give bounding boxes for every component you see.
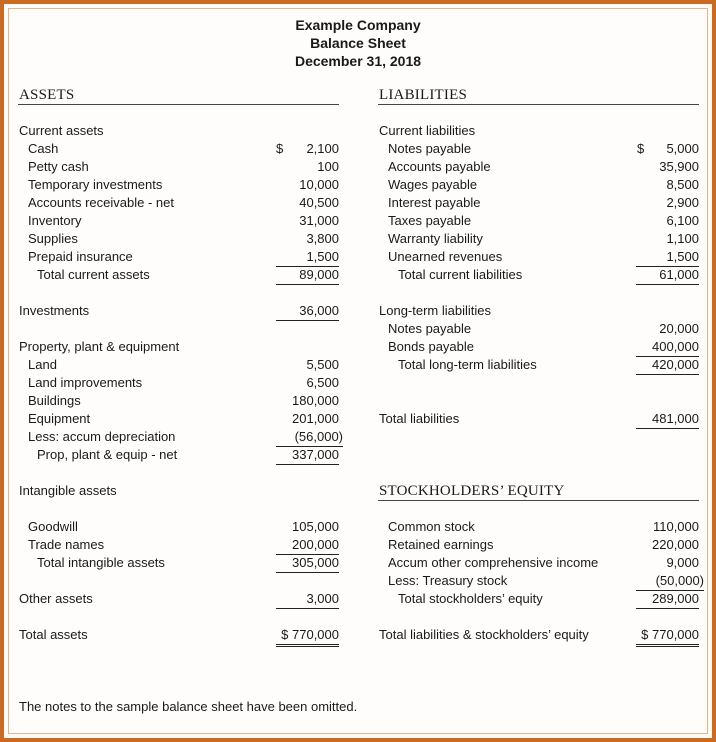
equity-value: 9,000 <box>666 555 699 570</box>
intangible-heading: Intangible assets <box>19 483 117 498</box>
ppe-label: Land improvements <box>28 375 143 390</box>
liability-value: 8,500 <box>666 177 699 192</box>
liability-value: 1,100 <box>666 231 699 246</box>
document-date: December 31, 2018 <box>294 53 422 69</box>
total-intangible-label: Total intangible assets <box>37 555 165 570</box>
equity-heading: STOCKHOLDERS’ EQUITY <box>379 483 565 499</box>
longterm-label: Notes payable <box>388 321 472 336</box>
dollar-sign: $ <box>637 141 645 156</box>
liability-label: Taxes payable <box>388 213 472 228</box>
asset-label: Cash <box>28 141 59 156</box>
asset-label: Temporary investments <box>28 177 163 192</box>
equity-value: 220,000 <box>652 537 699 552</box>
liability-value: 35,900 <box>659 159 699 174</box>
asset-value: 1,500 <box>276 248 339 267</box>
assets-heading-rule <box>18 104 339 105</box>
equity-label: Common stock <box>388 519 475 534</box>
asset-value: 2,100 <box>306 141 339 156</box>
ppe-label: Less: accum depreciation <box>28 429 176 444</box>
liabilities-heading-rule <box>378 104 699 105</box>
other-assets-label: Other assets <box>19 591 93 606</box>
liability-value: 5,000 <box>666 141 699 156</box>
grand-total-value: $ 770,000 <box>636 626 699 647</box>
ppe-value: 201,000 <box>292 411 339 426</box>
longterm-value: 400,000 <box>636 338 699 357</box>
company-name: Example Company <box>295 17 421 33</box>
asset-label: Petty cash <box>28 159 89 174</box>
total-liabilities-label: Total liabilities <box>379 411 460 426</box>
total-current-assets-label: Total current assets <box>37 267 150 282</box>
ppe-net-value: 337,000 <box>276 446 339 465</box>
equity-label: Retained earnings <box>388 537 494 552</box>
current-liabilities-heading: Current liabilities <box>379 123 476 138</box>
liabilities-heading: LIABILITIES <box>379 87 468 103</box>
investments-label: Investments <box>19 303 90 318</box>
investments-value: 36,000 <box>276 302 339 321</box>
ppe-label: Land <box>28 357 57 372</box>
ppe-label: Buildings <box>28 393 81 408</box>
liability-value: 1,500 <box>636 248 699 267</box>
longterm-value: 20,000 <box>659 321 699 336</box>
liability-value: 6,100 <box>666 213 699 228</box>
ppe-heading: Property, plant & equipment <box>19 339 180 354</box>
equity-label: Less: Treasury stock <box>388 573 508 588</box>
liability-value: 2,900 <box>666 195 699 210</box>
liability-label: Warranty liability <box>388 231 483 246</box>
total-longterm-value: 420,000 <box>636 356 699 375</box>
asset-label: Inventory <box>28 213 82 228</box>
asset-label: Accounts receivable - net <box>28 195 174 210</box>
asset-value: 3,800 <box>306 231 339 246</box>
footnote: The notes to the sample balance sheet have been omitted. <box>19 699 358 714</box>
liability-label: Accounts payable <box>388 159 491 174</box>
ppe-value: 6,500 <box>306 375 339 390</box>
document-title: Balance Sheet <box>310 35 406 51</box>
total-current-assets-value: 89,000 <box>276 266 339 285</box>
asset-value: 100 <box>317 159 339 174</box>
ppe-value: 5,500 <box>306 357 339 372</box>
grand-total-label: Total liabilities & stockholders’ equity <box>379 627 589 642</box>
longterm-label: Bonds payable <box>388 339 475 354</box>
total-intangible-value: 305,000 <box>276 554 339 573</box>
ppe-value: 180,000 <box>292 393 339 408</box>
asset-label: Prepaid insurance <box>28 249 133 264</box>
asset-value: 10,000 <box>299 177 339 192</box>
intangible-label: Goodwill <box>28 519 78 534</box>
ppe-net-label: Prop, plant & equip - net <box>37 447 178 462</box>
equity-value: 110,000 <box>652 519 699 534</box>
current-assets-heading: Current assets <box>19 123 104 138</box>
dollar-sign: $ <box>276 141 284 156</box>
total-equity-label: Total stockholders’ equity <box>398 591 543 606</box>
asset-value: 31,000 <box>299 213 339 228</box>
liability-label: Interest payable <box>388 195 481 210</box>
equity-label: Accum other comprehensive income <box>388 555 599 570</box>
ppe-label: Equipment <box>28 411 91 426</box>
asset-label: Supplies <box>28 231 78 246</box>
intangible-value: 105,000 <box>292 519 339 534</box>
total-liabilities-value: 481,000 <box>636 410 699 429</box>
assets-heading: ASSETS <box>19 87 75 103</box>
equity-value: (50,000) <box>636 572 704 591</box>
ppe-value: (56,000) <box>276 428 343 447</box>
liability-label: Notes payable <box>388 141 472 156</box>
total-assets-value: $ 770,000 <box>276 626 339 647</box>
liability-label: Unearned revenues <box>388 249 503 264</box>
other-assets-value: 3,000 <box>276 590 339 609</box>
longterm-liabilities-heading: Long-term liabilities <box>379 303 491 318</box>
total-current-liabilities-value: 61,000 <box>636 266 699 285</box>
liability-label: Wages payable <box>388 177 478 192</box>
intangible-value: 200,000 <box>276 536 339 555</box>
equity-heading-rule <box>378 500 699 501</box>
total-equity-value: 289,000 <box>636 590 699 609</box>
asset-value: 40,500 <box>299 195 339 210</box>
total-assets-label: Total assets <box>19 627 88 642</box>
total-longterm-label: Total long-term liabilities <box>398 357 537 372</box>
intangible-label: Trade names <box>28 537 105 552</box>
total-current-liabilities-label: Total current liabilities <box>398 267 523 282</box>
